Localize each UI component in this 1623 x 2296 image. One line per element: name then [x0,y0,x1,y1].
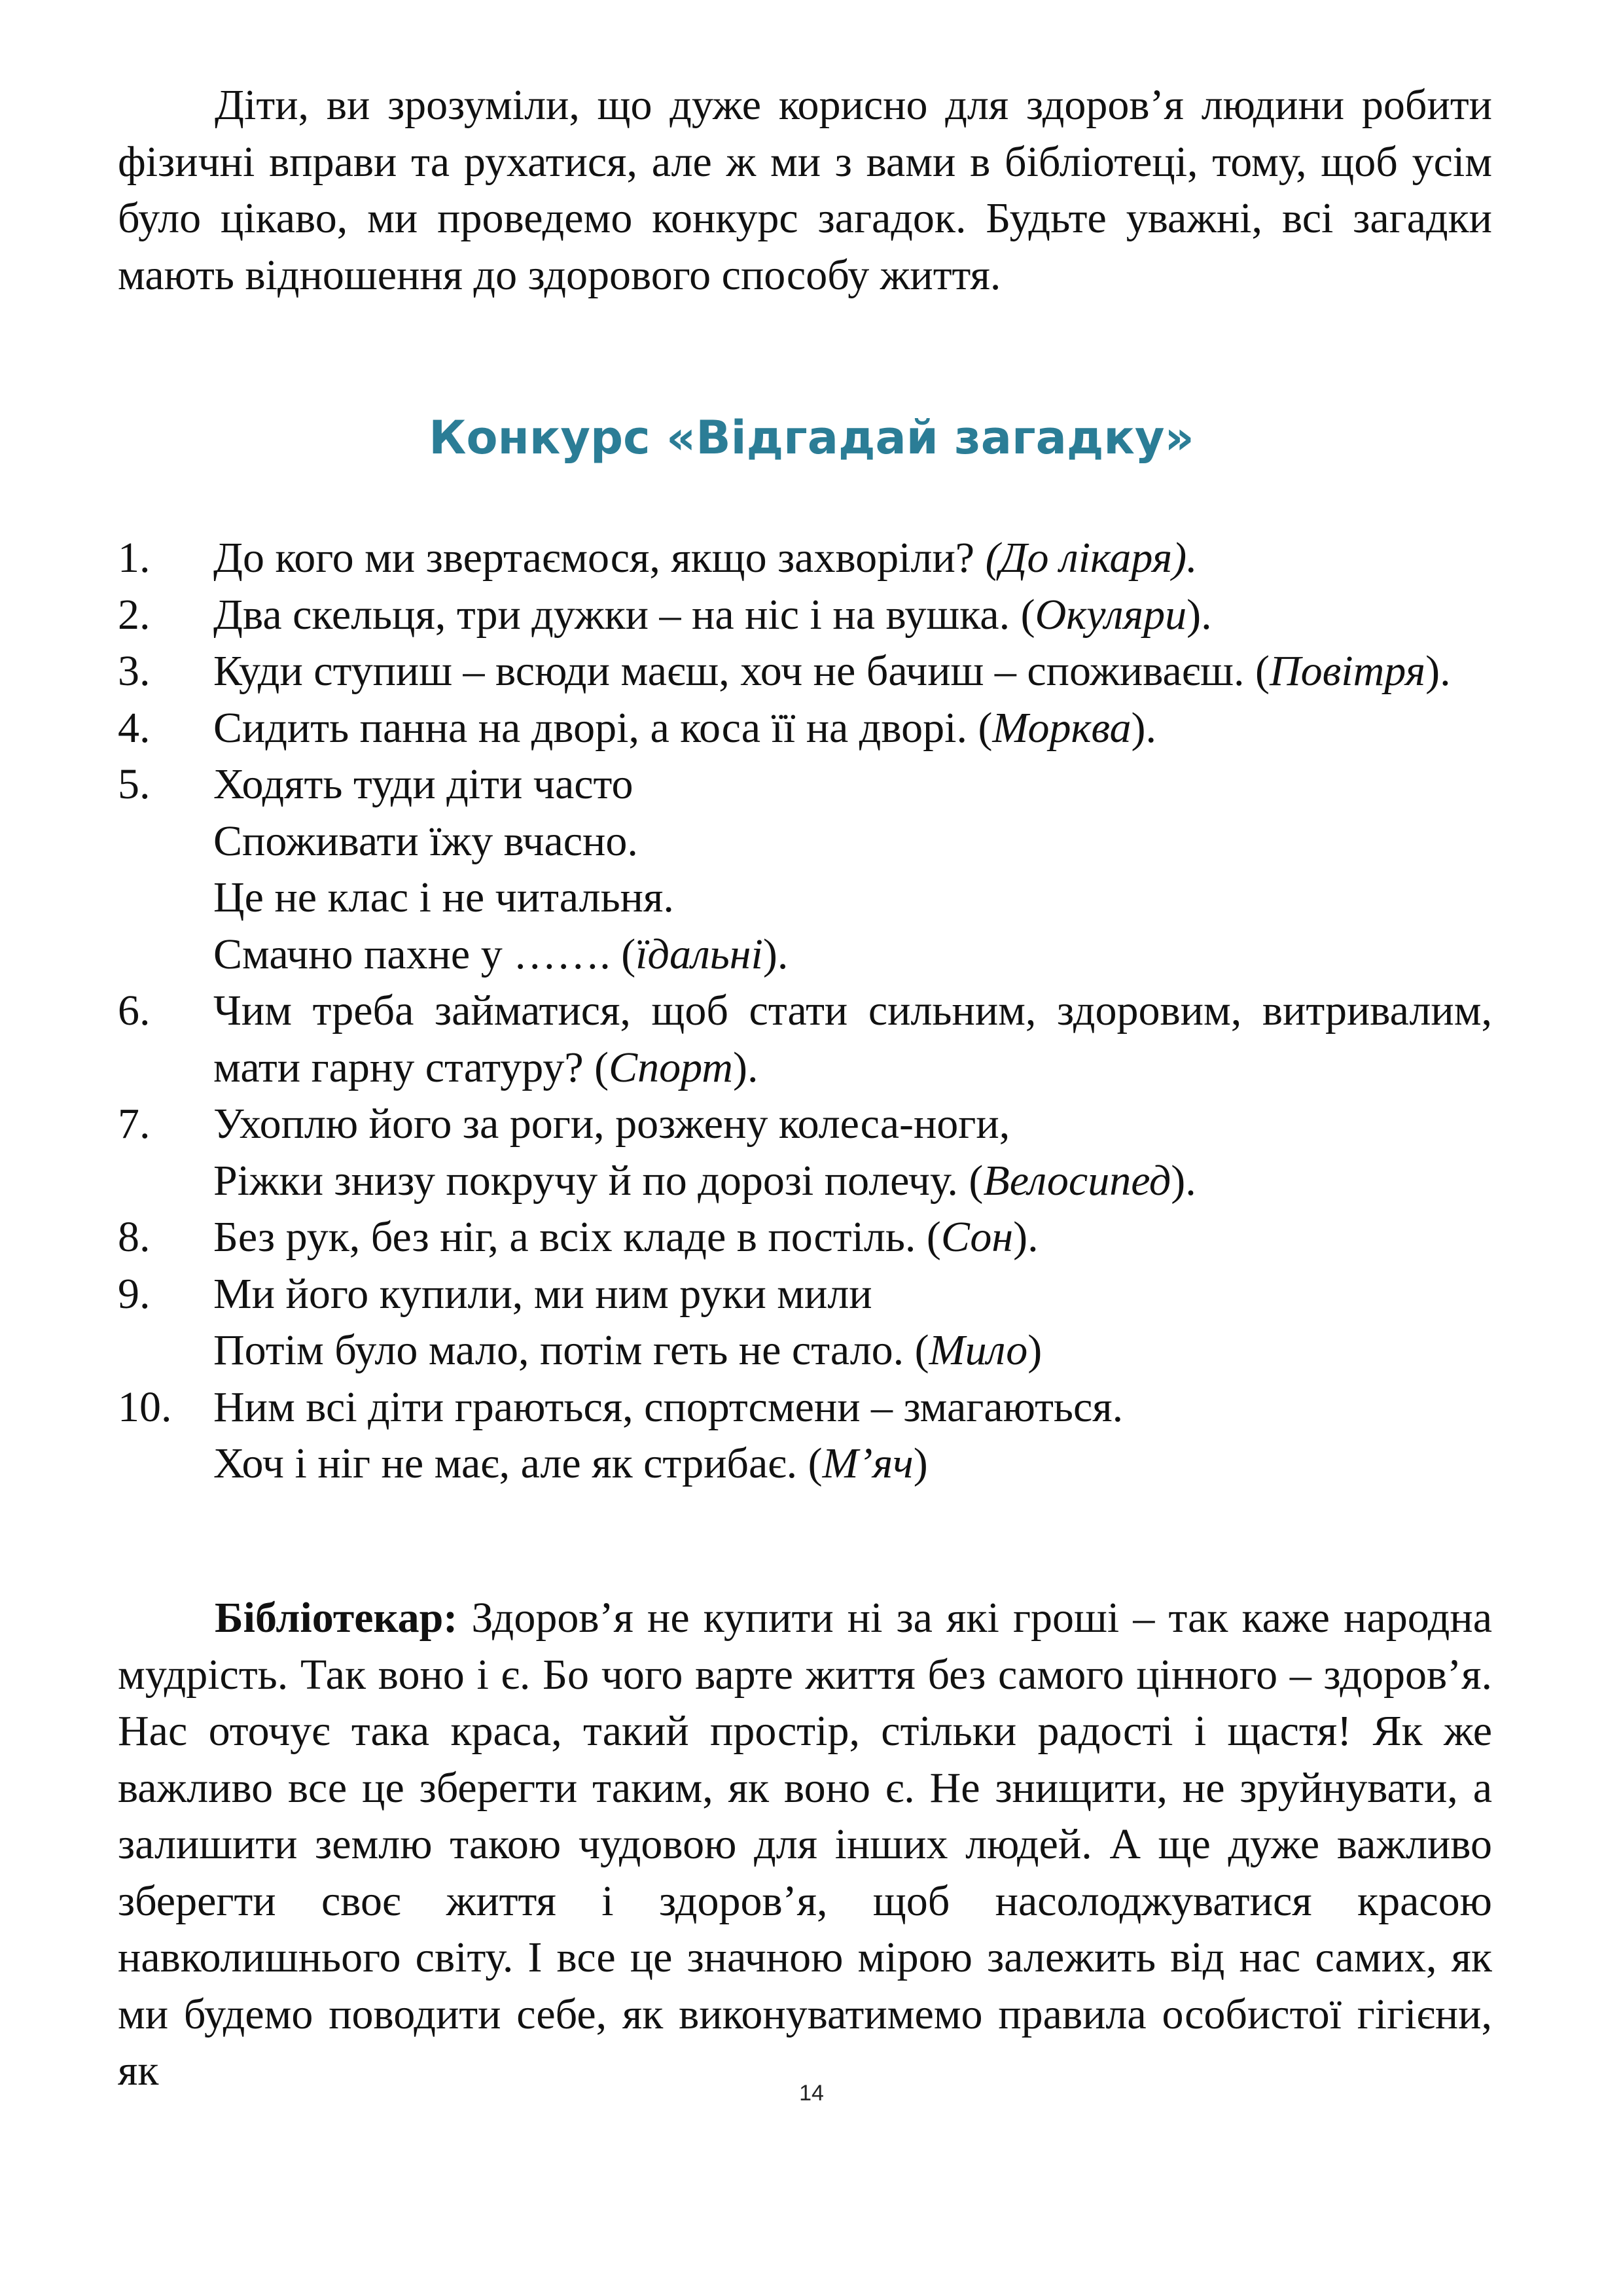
riddle-closing: ) [1027,1326,1043,1374]
riddle-answer: М’яч [822,1439,914,1487]
riddle-number: 2. [118,590,151,639]
riddle-question: Ним всі діти граються, спортсмени – змагаються. [213,1383,1124,1431]
riddle-line [213,700,1492,757]
riddle-item [118,530,1492,587]
riddle-item [118,1209,1492,1266]
riddle-item [118,587,1492,644]
riddle-item [118,756,1492,983]
section-heading: Конкурс «Відгадай загадку» [429,411,1194,465]
riddle-answer: (До лікаря). [985,534,1198,582]
riddle-line [213,1266,1492,1323]
riddle-question: Сидить панна на дворі, а коса її на дворі. ( [213,703,993,752]
riddle-closing: ). [1131,703,1157,752]
riddle-answer: Сон [940,1213,1014,1261]
riddle-number: 9. [118,1269,151,1318]
riddle-answer: Спорт [609,1043,733,1091]
riddle-line [213,1379,1492,1436]
riddle-question: Хоч і ніг не має, але як стрибає. ( [213,1439,823,1487]
riddle-item [118,643,1492,700]
riddle-question: До кого ми звертаємося, якщо захворіли? [213,534,986,582]
riddle-closing: ). [1013,1213,1039,1261]
riddle-text [213,1096,1492,1209]
riddle-answer: Окуляри [1035,590,1187,639]
riddle-number: 8. [118,1213,151,1261]
riddle-question: Ходять туди діти часто [213,760,633,808]
librarian-text: Здоров’я не купити ні за які гроші – так каже народна мудрість. Так воно і є. Бо чого варте життя без самого цінного – здоров’я. Нас оточує така краса, такий простір, стільки радості і щастя! Як же важливо все це зберегти таким, як воно є. Не знищити, не зруйнувати, а залишити землю такою чудовою для інших людей. А ще дуже важливо зберегти своє життя і здоров’я, щоб насолоджуватися красою навколишнього світу. І все це значною мірою залежить від нас самих, як ми будемо поводити себе, як виконуватимемо правила особистої гігієни, як [118,1594,1492,2094]
riddle-closing: ) [913,1439,928,1487]
riddle-question: Куди ступиш – всюди маєш, хоч не бачиш – споживаєш. ( [213,647,1270,695]
riddle-item [118,983,1492,1096]
riddle-line [213,1209,1492,1266]
riddle-question: Чим треба займатися, щоб стати сильним, здоровим, витривалим, мати гарну статуру? ( [213,987,1492,1091]
riddle-text [213,643,1492,700]
riddle-item [118,1096,1492,1209]
page-number: 14 [799,2081,824,2106]
riddle-closing: ). [1171,1156,1196,1205]
riddle-text [213,1379,1492,1492]
riddle-question: Ми його купили, ми ним руки мили [213,1269,872,1318]
riddle-text [213,756,1492,983]
riddle-number: 5. [118,760,151,808]
riddle-answer: Морква [992,703,1132,752]
riddle-answer: Мило [929,1326,1028,1374]
riddle-answer: їдальні [635,930,763,978]
riddle-closing: ). [762,930,789,978]
riddle-text [213,1209,1492,1266]
riddle-number: 3. [118,647,151,695]
riddle-question: Це не клас і не читальня. [213,874,674,921]
riddle-line [213,813,1492,870]
riddle-answer: Повітря [1269,647,1426,695]
riddle-closing: ). [1186,590,1212,639]
riddle-text [213,587,1492,644]
riddle-line [213,927,1492,983]
riddle-question: Потім було мало, потім геть не стало. ( [213,1326,929,1374]
riddle-text [213,983,1492,1096]
riddle-closing: ). [732,1043,758,1091]
riddle-line [213,643,1492,700]
riddle-question: Смачно пахне у ……. ( [213,930,636,978]
riddle-text [213,700,1492,757]
riddle-question: Ухоплю його за роги, розжену колеса-ноги, [213,1100,1010,1148]
riddle-number: 4. [118,703,151,752]
riddle-number: 1. [118,534,151,582]
riddle-line [213,756,1492,813]
riddle-answer: Велосипед [983,1156,1171,1205]
riddle-item [118,700,1492,757]
riddle-item [118,1379,1492,1492]
riddle-line [213,870,1492,927]
riddle-text [213,530,1492,587]
riddle-question: Два скельця, три дужки – на ніс і на вушка. ( [213,590,1035,639]
riddle-question: Ріжки знизу покручу й по дорозі полечу. ( [213,1156,984,1205]
librarian-paragraph-block [118,1590,1492,2100]
riddle-line [213,1436,1492,1492]
riddle-list [118,530,1492,1492]
riddle-question: Без рук, без ніг, а всіх кладе в постіль. ( [213,1213,941,1261]
riddle-line [213,530,1492,587]
riddle-line [213,983,1492,1096]
riddle-question: Споживати їжу вчасно. [213,817,638,865]
riddle-line [213,1153,1492,1210]
riddle-line [213,587,1492,644]
librarian-label: Бібліотекар: [215,1594,458,1642]
riddle-item [118,1266,1492,1379]
riddle-closing: ). [1425,647,1451,695]
riddle-number: 10. [118,1383,172,1431]
intro-paragraph-block [118,77,1492,304]
riddle-line [213,1096,1492,1153]
intro-paragraph: Діти, ви зрозуміли, що дуже корисно для здоров’я людини робити фізичні вправи та рухатися, але ж ми з вами в бібліотеці, тому, щоб усім було цікаво, ми проведемо конкурс загадок. Будьте уважні, всі загадки мають відношення до здорового способу життя. [118,81,1492,299]
riddle-number: 7. [118,1100,151,1148]
riddle-number: 6. [118,987,151,1034]
riddle-line [213,1322,1492,1379]
riddle-text [213,1266,1492,1379]
librarian-paragraph [118,1590,1492,2100]
